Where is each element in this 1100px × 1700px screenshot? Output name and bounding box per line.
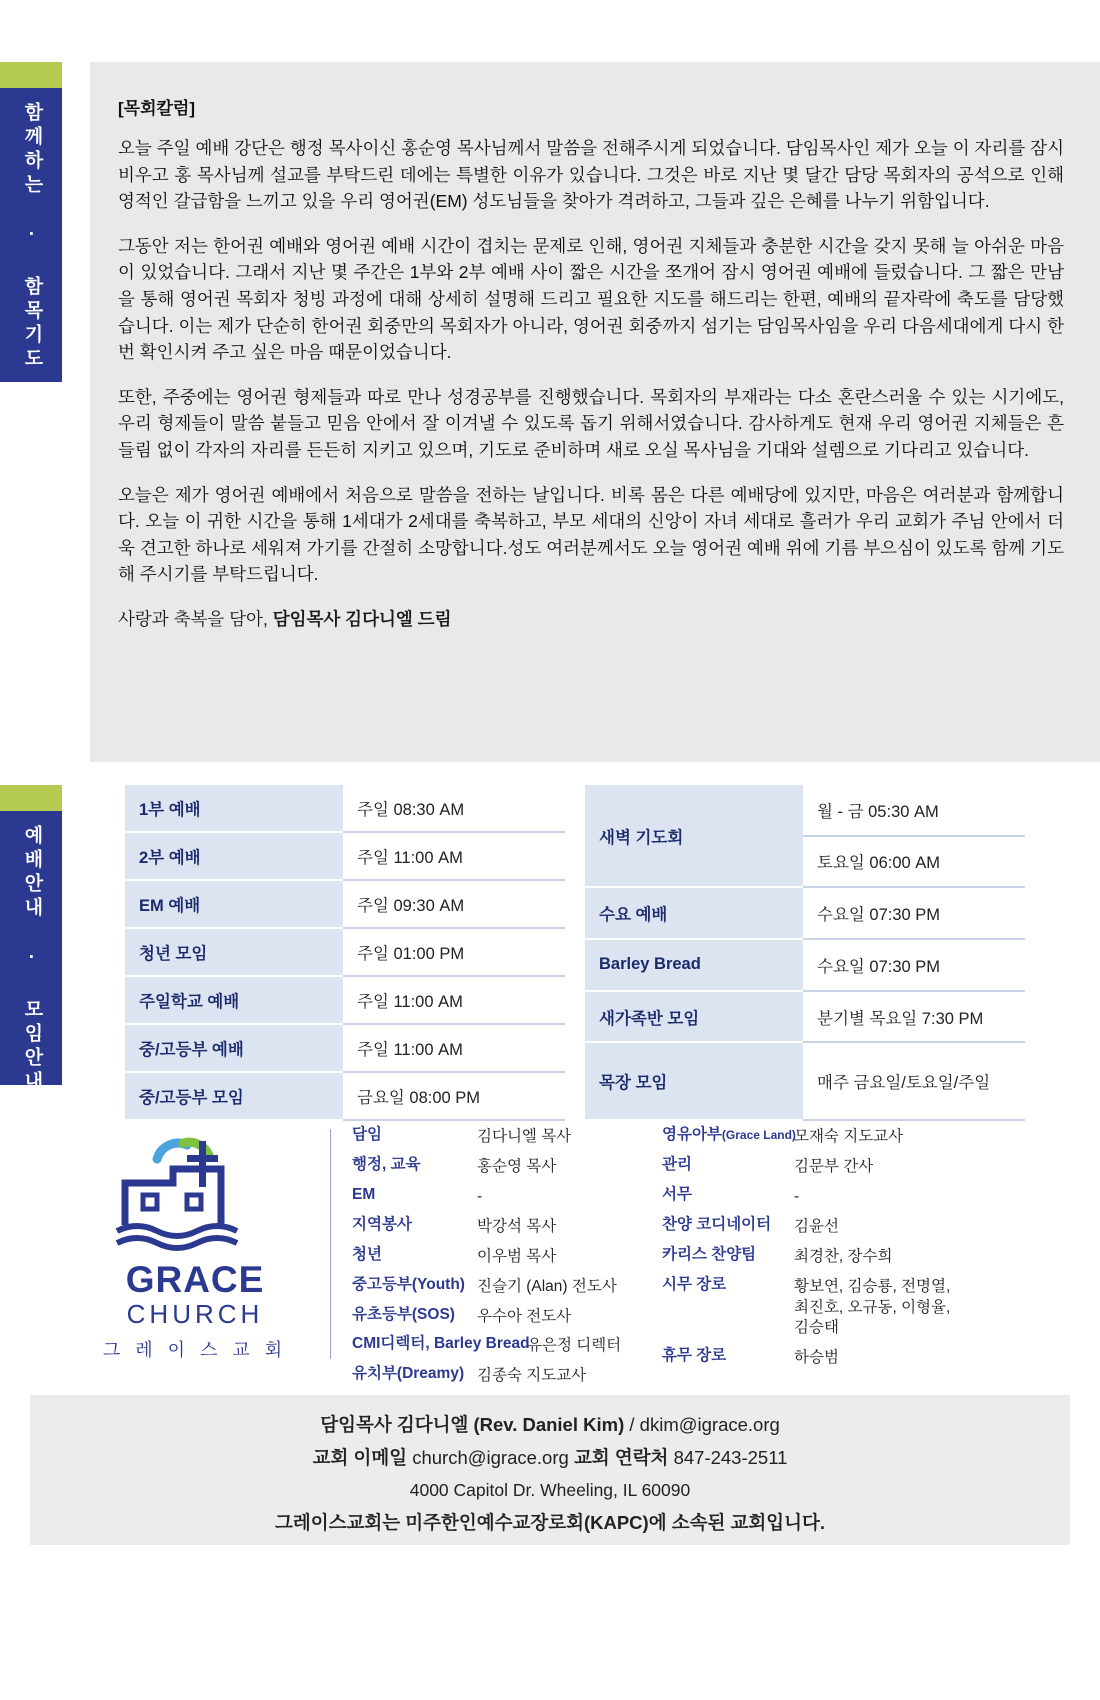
schedule-label: Barley Bread — [585, 939, 803, 991]
logo-name: GRACE — [125, 1259, 265, 1300]
schedule-value: 주일 11:00 AM — [343, 1024, 565, 1072]
footer-affiliation-text: 그레이스교회는 미주한인예수교장로회(KAPC)에 소속된 교회입니다. — [275, 1511, 825, 1533]
table-row — [125, 1024, 565, 1072]
schedule-value: 주일 11:00 AM — [343, 976, 565, 1024]
schedule-label: 2부 예배 — [125, 832, 343, 880]
schedule-value: 주일 11:00 AM — [343, 832, 565, 880]
schedule-label: 1부 예배 — [125, 785, 343, 832]
logo-korean-name: 그 레 이 스 교 회 — [102, 1340, 288, 1360]
pastoral-column-panel — [90, 62, 1100, 762]
staff-row — [662, 1348, 992, 1369]
schedule-value: 매주 금요일/토요일/주일 — [803, 1042, 1025, 1120]
schedule-value: 금요일 08:00 PM — [343, 1072, 565, 1120]
staff-role: 서무 — [662, 1185, 692, 1203]
column-signature — [118, 606, 1064, 631]
staff-role: 담임 — [352, 1126, 382, 1143]
staff-person: 최경찬, 장수희 — [794, 1247, 893, 1265]
schedule-value: 분기별 목요일 7:30 PM — [803, 991, 1025, 1043]
staff-person: - — [477, 1187, 483, 1205]
staff-person: 유은정 디렉터 — [527, 1337, 622, 1355]
staff-role: 카리스 찬양팀 — [662, 1245, 757, 1263]
staff-role — [662, 1127, 794, 1143]
schedule-tables — [125, 785, 1075, 1121]
table-row — [585, 887, 1025, 939]
schedule-value: 월 - 금 05:30 AM — [803, 785, 1025, 836]
staff-row — [662, 1157, 992, 1178]
schedule-label: 목장 모임 — [585, 1042, 803, 1120]
staff-person: 김다니엘 목사 — [477, 1128, 572, 1145]
footer-email-label: 교회 이메일 — [312, 1446, 408, 1468]
schedule-label: 중/고등부 모임 — [125, 1072, 343, 1120]
staff-person: 이우범 목사 — [477, 1247, 557, 1265]
staff-person: 우수아 전도사 — [477, 1307, 572, 1325]
schedule-label: 새벽 기도회 — [585, 785, 803, 887]
table-row — [585, 1042, 1025, 1120]
schedule-value: 주일 01:00 PM — [343, 928, 565, 976]
schedule-label: 청년 모임 — [125, 928, 343, 976]
schedule-value: 주일 08:30 AM — [343, 785, 565, 832]
staff-person: 홍순영 목사 — [477, 1157, 557, 1175]
staff-row — [352, 1187, 652, 1208]
section-tab-column-label: 함께하는 · 함목기도 — [21, 102, 43, 372]
table-row — [125, 880, 565, 928]
footer-affiliation — [30, 1511, 1070, 1536]
staff-role: EM — [352, 1185, 376, 1203]
pastoral-column-section — [0, 62, 1100, 762]
staff-row — [352, 1307, 652, 1328]
schedule-section — [0, 785, 1100, 1105]
table-row — [125, 1072, 565, 1120]
footer-pastor-email: / dkim@igrace.org — [624, 1414, 780, 1435]
tab-cap-green — [0, 62, 62, 88]
staff-row — [662, 1277, 992, 1340]
staff-column-left — [352, 1127, 652, 1396]
tab-cap-green-2 — [0, 785, 62, 811]
staff-person: 진슬기 (Alan) 전도사 — [477, 1277, 617, 1295]
staff-row — [352, 1217, 652, 1238]
logo-subname: CHURCH — [126, 1299, 264, 1329]
table-row — [125, 976, 565, 1024]
schedule-table-left — [125, 785, 565, 1121]
staff-row — [352, 1277, 652, 1298]
footer-address: 4000 Capitol Dr. Wheeling, IL 60090 — [409, 1479, 691, 1500]
footer-contact — [30, 1395, 1070, 1545]
staff-row — [352, 1127, 652, 1148]
staff-person: 모재숙 지도교사 — [794, 1128, 904, 1145]
signature-prefix: 사랑과 축복을 담아, — [118, 608, 273, 629]
column-paragraph-2: 그동안 저는 한어권 예배와 영어권 예배 시간이 겹치는 문제로 인해, 영어권 지체들과 충분한 시간을 갖지 못해 늘 아쉬운 마음이 있었습니다. 그래서 지난 몇 주간은 1부와 2부 예배 사이 짧은 시간을 쪼개어 잠시 영어권 예배에 들렀습니다. 그 짧은 만남을 통해 영어권 목회자 청빙 과정에 대해 상세히 설명해 드리고 필요한 지도를 해드리는 한편, 예배의 끝자락에 축도를 담당했습니다. 이는 제가 단순히 한어권 회중만의 목회자가 아니라, 영어권 회중까지 섬기는 담임목사임을 우리 다음세대에게 다시 한번 확인시켜 주고 싶은 마음 때문이었습니다. — [118, 235, 1064, 363]
staff-row — [662, 1187, 992, 1208]
staff-role: 행정, 교육 — [352, 1155, 421, 1173]
staff-row — [352, 1247, 652, 1268]
footer-phone-label: 교회 연락처 — [573, 1446, 669, 1468]
table-row — [585, 991, 1025, 1043]
staff-role: 지역봉사 — [352, 1215, 412, 1233]
grace-church-logo-icon — [95, 1125, 295, 1255]
staff-section — [0, 1115, 1100, 1395]
schedule-value: 수요일 07:30 PM — [803, 887, 1025, 939]
staff-person: 김종숙 지도교사 — [477, 1367, 587, 1385]
staff-row — [662, 1217, 992, 1238]
staff-person: 하승범 — [794, 1349, 839, 1367]
staff-role: 유초등부(SOS) — [352, 1305, 455, 1323]
staff-row — [352, 1336, 652, 1357]
section-tab-schedule — [0, 785, 62, 1095]
schedule-label: 주일학교 예배 — [125, 976, 343, 1024]
section-tab-schedule-label: 예배안내 · 모임안내 — [21, 825, 43, 1095]
table-row — [125, 785, 565, 832]
schedule-label: EM 예배 — [125, 880, 343, 928]
staff-role: 유치부(Dreamy) — [352, 1365, 465, 1383]
staff-role: 휴무 장로 — [662, 1347, 727, 1365]
column-paragraph-3: 또한, 주중에는 영어권 형제들과 따로 만나 성경공부를 진행했습니다. 목회자의 부재라는 다소 혼란스러울 수 있는 시기에도, 우리 형제들이 말씀 붙들고 믿음 안에서 잘 이겨낼 수 있도록 돕기 위해서였습니다. 감사하게도 현재 우리 영어권 지체들은 흔들림 없이 각자의 자리를 든든히 지키고 있으며, 기도로 준비하며 새로 오실 목사님을 기대와 설렘으로 기다리고 있습니다. — [118, 386, 1064, 460]
schedule-label: 새가족반 모임 — [585, 991, 803, 1043]
staff-column-right — [662, 1127, 992, 1378]
staff-person: - — [794, 1187, 800, 1205]
staff-role: 시무 장로 — [662, 1275, 727, 1293]
schedule-value: 주일 09:30 AM — [343, 880, 565, 928]
staff-person: 황보연, 김승룡, 전명열, 최진호, 오규동, 이형율, 김승태 — [794, 1277, 951, 1337]
staff-role-text: 영유아부 — [662, 1126, 722, 1143]
staff-role: 청년 — [352, 1245, 382, 1263]
staff-person: 김윤선 — [794, 1217, 839, 1235]
column-paragraph-4: 오늘은 제가 영어권 예배에서 처음으로 말씀을 전하는 날입니다. 비록 몸은 다른 예배당에 있지만, 마음은 여러분과 함께합니다. 오늘 이 귀한 시간을 통해 1세대가 2세대를 축복하고, 부모 세대의 신앙이 자녀 세대로 흘러가 우리 교회가 주님 안에서 더욱 견고한 하나로 세워져 가기를 간절히 소망합니다.성도 여러분께서도 오늘 영어권 예배 위에 기름 부으심이 있도록 함께 기도해 주시기를 부탁드립니다. — [118, 484, 1064, 585]
staff-role: 중고등부(Youth) — [352, 1275, 465, 1293]
staff-person: 박강석 목사 — [477, 1217, 557, 1235]
footer-line-church — [30, 1446, 1070, 1471]
schedule-label: 수요 예배 — [585, 887, 803, 939]
staff-role: 관리 — [662, 1155, 692, 1173]
staff-row — [352, 1157, 652, 1178]
staff-role-sub: (Grace Land) — [721, 1128, 796, 1142]
table-row — [585, 939, 1025, 991]
staff-divider — [330, 1129, 331, 1359]
column-title: [목회칼럼] — [118, 99, 196, 118]
footer-line-pastor — [30, 1413, 1070, 1438]
footer-phone: 847-243-2511 — [668, 1446, 788, 1468]
staff-row — [352, 1366, 652, 1387]
footer-church-email: church@igrace.org — [407, 1446, 574, 1468]
church-logo — [80, 1125, 310, 1362]
schedule-value: 수요일 07:30 PM — [803, 939, 1025, 991]
section-tab-column — [0, 62, 62, 382]
schedule-value: 토요일 06:00 AM — [803, 836, 1025, 888]
table-row — [125, 832, 565, 880]
column-paragraph-1: 오늘 주일 예배 강단은 행정 목사이신 홍순영 목사님께서 말씀을 전해주시게 되었습니다. 담임목사인 제가 오늘 이 자리를 잠시 비우고 홍 목사님께 설교를 부탁드린 데에는 특별한 이유가 있습니다. 그것은 바로 지난 몇 달간 담당 목회자의 공석으로 인해 영적인 갈급함을 느끼고 있을 우리 영어권(EM) 성도님들을 찾아가 격려하고, 그들과 깊은 은혜를 나누기 위함입니다. — [118, 138, 1064, 212]
table-row — [585, 785, 1025, 836]
staff-role: CMI디렉터, Barley Bread — [352, 1335, 530, 1353]
staff-role: 찬양 코디네이터 — [662, 1215, 772, 1233]
footer-pastor-name: 담임목사 김다니엘 (Rev. Daniel Kim) — [320, 1414, 625, 1435]
table-row — [125, 928, 565, 976]
signature-name: 담임목사 김다니엘 드림 — [272, 608, 452, 629]
staff-person: 김문부 간사 — [794, 1157, 874, 1175]
staff-row — [662, 1127, 992, 1148]
schedule-table-right — [585, 785, 1025, 1121]
staff-row — [662, 1247, 992, 1268]
schedule-label: 중/고등부 예배 — [125, 1024, 343, 1072]
